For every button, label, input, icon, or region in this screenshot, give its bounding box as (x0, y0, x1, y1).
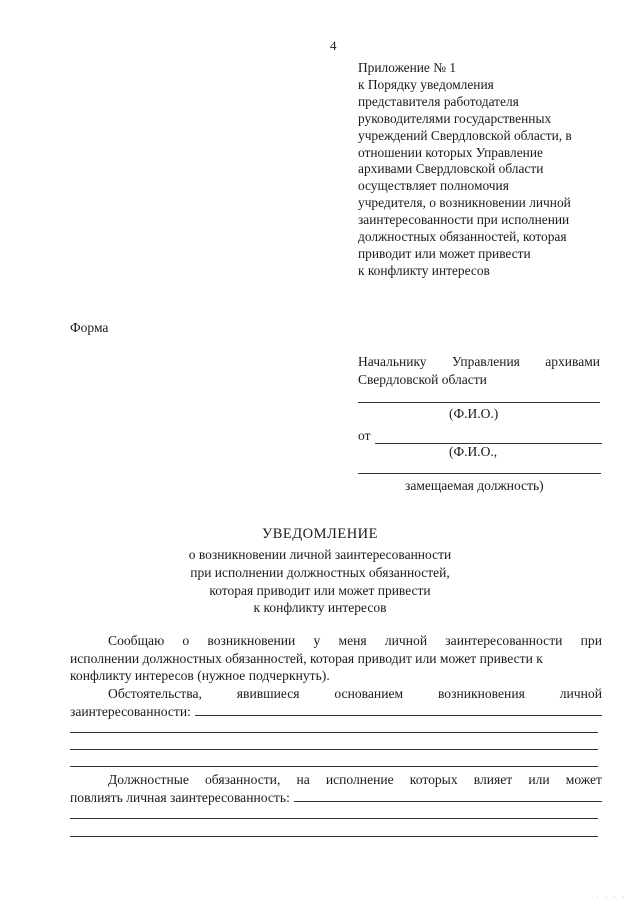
word: у (313, 633, 321, 648)
word: основанием (334, 686, 404, 701)
word: возникновения (437, 686, 525, 701)
recipient-block (358, 353, 600, 389)
word: возникновении (207, 633, 296, 648)
page-number: 4 (330, 38, 337, 53)
blank-line[interactable] (70, 732, 598, 733)
paragraph-line (70, 771, 602, 789)
blank-line[interactable] (70, 818, 598, 819)
appendix-line: руководителями государственных (358, 110, 552, 126)
word: которых (409, 772, 458, 787)
appendix-line: архивами Свердловской области (358, 161, 544, 177)
word: при (580, 633, 602, 648)
paragraph-duties (70, 771, 602, 806)
field-label: заинтересованности: (70, 703, 191, 719)
paragraph-line (70, 632, 602, 650)
paragraph-line (70, 685, 602, 703)
appendix-line: учреждений Свердловской области, в (358, 127, 572, 143)
position-blank-line[interactable] (358, 473, 601, 474)
notice-subtitle-line: к конфликту интересов (253, 600, 387, 615)
paragraph-circumstances (70, 685, 602, 720)
word: Обстоятельства, (108, 686, 202, 701)
word: меня (338, 633, 367, 648)
word: или (528, 772, 550, 787)
word: личной (559, 686, 602, 701)
appendix-line: приводит или может привести (358, 245, 531, 261)
paragraph-line: исполнении должностных обязанностей, которая приводит или может привести к (70, 650, 543, 666)
paragraph-report (70, 632, 602, 685)
word: личной (384, 633, 428, 648)
scan-marks: · · · · (596, 893, 627, 902)
appendix-line: представителя работодателя (358, 93, 519, 109)
word: Должностные (108, 772, 189, 787)
word: может (565, 772, 602, 787)
recipient-line-1 (358, 353, 600, 371)
appendix-header (358, 60, 572, 280)
blank-line[interactable] (70, 766, 598, 767)
paragraph-line: конфликту интересов (нужное подчеркнуть). (70, 668, 330, 683)
recipient-word: Управления (451, 354, 520, 369)
recipient-word: архивами (545, 354, 600, 369)
fio-blank-line[interactable] (358, 402, 600, 403)
word: обязанности, (204, 772, 281, 787)
blank-line[interactable] (70, 836, 598, 837)
fio-caption-2: (Ф.И.О., (449, 444, 498, 459)
word: заинтересованности (445, 633, 563, 648)
recipient-line-2: Свердловской области (358, 372, 487, 387)
appendix-line: осуществляет полномочия (358, 178, 509, 194)
appendix-line: отношении которых Управление (358, 144, 543, 160)
notice-subtitle-line: при исполнении должностных обязанностей, (190, 565, 450, 580)
notice-heading: УВЕДОМЛЕНИЕ (261, 526, 379, 542)
word: Сообщаю (108, 633, 165, 648)
appendix-line: должностных обязанностей, которая (358, 229, 567, 245)
position-caption: замещаемая должность) (405, 478, 544, 493)
word: влияет (473, 772, 513, 787)
appendix-line: к конфликту интересов (358, 262, 490, 278)
appendix-line: учредителя, о возникновении личной (358, 195, 571, 211)
appendix-line: Приложение № 1 (358, 60, 457, 75)
form-label: Форма (70, 320, 109, 335)
fio-caption: (Ф.И.О.) (449, 406, 499, 421)
blank-line[interactable] (294, 801, 602, 802)
duties-field[interactable] (70, 789, 602, 807)
notice-subtitle-line: о возникновении личной заинтересованности (188, 547, 452, 562)
word: исполнение (325, 772, 394, 787)
appendix-line: заинтересованности при исполнении (358, 212, 570, 228)
word: на (296, 772, 310, 787)
blank-line[interactable] (70, 749, 598, 750)
field-label: повлиять личная заинтересованность: (70, 789, 290, 805)
word: явившиеся (236, 686, 300, 701)
word: о (182, 633, 190, 648)
from-label: от (358, 428, 371, 443)
notice-subtitle-line: которая приводит или может привести (209, 583, 431, 598)
recipient-word: Начальнику (358, 354, 427, 369)
appendix-line: к Порядку уведомления (358, 76, 494, 92)
circumstances-field[interactable] (70, 703, 602, 721)
blank-line[interactable] (195, 715, 602, 716)
